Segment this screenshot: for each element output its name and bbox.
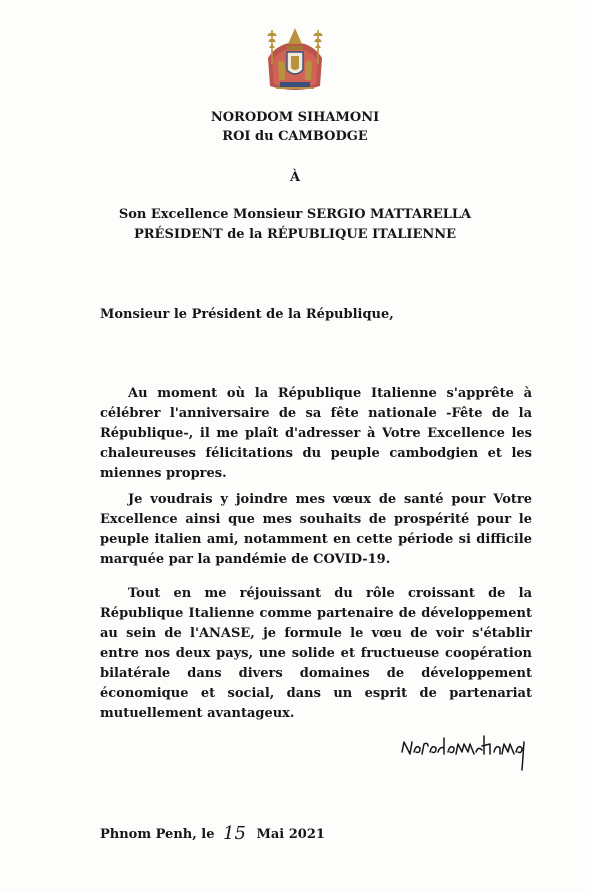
- paragraph-2: Je voudrais y joindre mes vœux de santé pour Votre Excellence ainsi que mes souhaits de prospérité pour le peuple italien ami, notamment en cette période si difficile marquée par la pandémie de COVID-19.: [100, 492, 532, 567]
- sender-block: [0, 108, 590, 146]
- sender-name: NORODOM SIHAMONI: [210, 110, 380, 125]
- date-line: [100, 822, 325, 843]
- recipient-block: [0, 205, 590, 245]
- recipient-title: PRÉSIDENT de la RÉPUBLIQUE ITALIENNE: [133, 227, 457, 242]
- royal-coat-of-arms-icon: [258, 24, 332, 98]
- paragraph-1: Au moment où la République Italienne s'apprête à célébrer l'anniversaire de sa fête nationale -Fête de la République-, il me plaît d'adresser à Votre Excellence les chaleureuses félicitations du peuple cambodgien et les miennes propres.: [100, 386, 532, 481]
- date-day: 15: [223, 823, 246, 844]
- recipient-name: Son Excellence Monsieur SERGIO MATTARELLA: [118, 207, 472, 222]
- handwritten-signature: [398, 730, 530, 776]
- salutation: Monsieur le Président de la République,: [100, 307, 394, 322]
- paragraph-3: Tout en me réjouissant du rôle croissant de la République Italienne comme partenaire de développement au sein de l'ANASE, je formule le vœu de voir s'établir entre nos deux pays, une solide et fructueuse coopération bilatérale dans divers domaines de développement économique et social, dans un esprit de partenariat mutuellement avantageux.: [100, 586, 532, 721]
- date-place: Phnom Penh, le: [100, 827, 215, 842]
- date-month-year: Mai 2021: [256, 827, 325, 842]
- sender-title: ROI du CAMBODGE: [222, 129, 368, 144]
- preposition: À: [289, 170, 301, 185]
